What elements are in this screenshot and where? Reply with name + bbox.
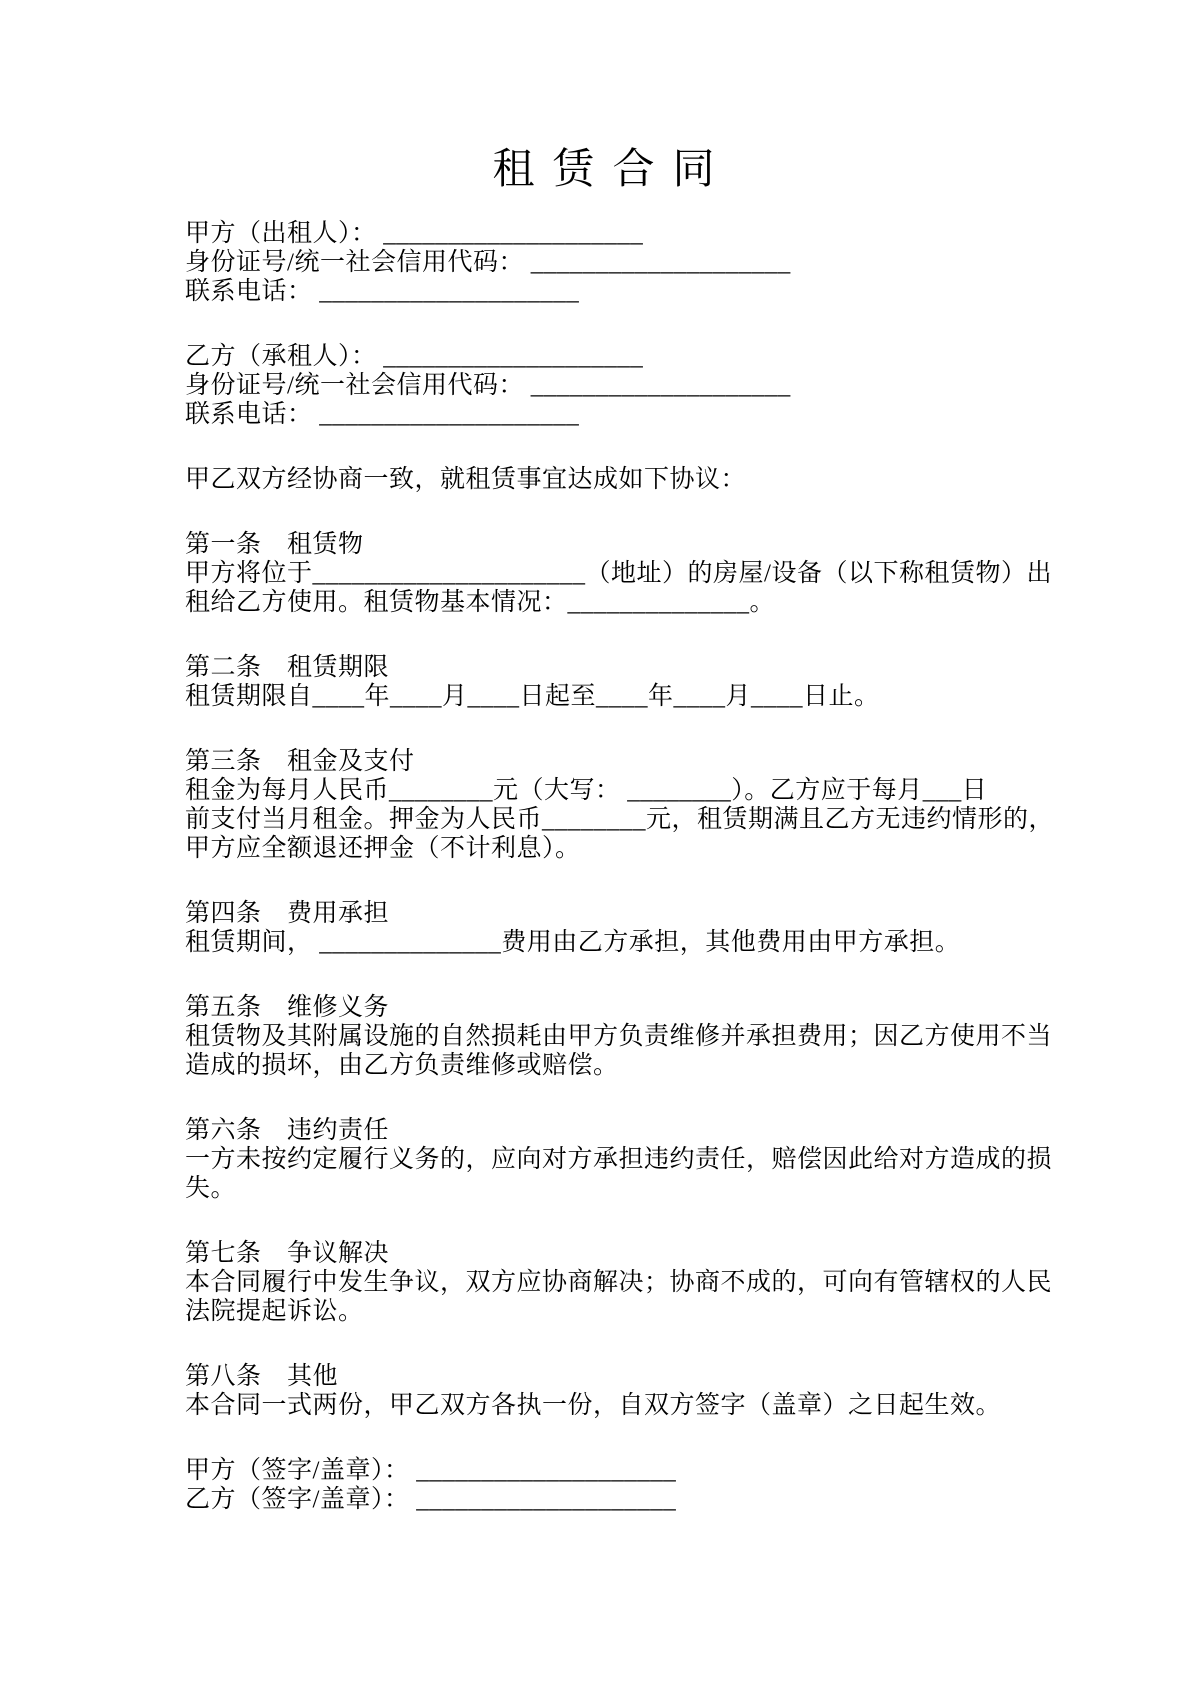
- text-line: 甲方应全额退还押金（不计利息）。: [185, 835, 581, 862]
- text-line: 第三条 租金及支付: [185, 748, 415, 775]
- text-line: 法院提起诉讼。: [185, 1298, 364, 1325]
- text-line: 前支付当月租金。押金为人民币________元，租赁期满且乙方无违约情形的，: [185, 806, 1055, 833]
- text-line: 租赁期限自____年____月____日起至____年____月____日止。: [185, 683, 880, 710]
- text-line: 甲乙双方经协商一致，就租赁事宜达成如下协议：: [185, 466, 747, 493]
- party-b-block: [185, 342, 1040, 429]
- text-line: 联系电话： ____________________: [185, 278, 580, 305]
- text-line: 第七条 争议解决: [185, 1240, 390, 1267]
- party-a-block: [185, 219, 1040, 306]
- text-line: 失。: [185, 1175, 237, 1202]
- text-line: 租给乙方使用。租赁物基本情况：______________。: [185, 589, 776, 616]
- preamble: [185, 465, 1040, 494]
- text-line: 造成的损坏，由乙方负责维修或赔偿。: [185, 1052, 619, 1079]
- text-line: 租赁物及其附属设施的自然损耗由甲方负责维修并承担费用；因乙方使用不当: [185, 1023, 1053, 1050]
- text-line: 乙方（签字/盖章）： ____________________: [185, 1486, 677, 1513]
- article-1-leased-property: [185, 530, 1052, 617]
- text-line: 甲方（出租人）： ____________________: [185, 220, 644, 247]
- text-line: 租金为每月人民币________元（大写： ________）。乙方应于每月___日: [185, 777, 988, 804]
- text-line: 甲方（签字/盖章）： ____________________: [185, 1457, 677, 1484]
- text-line: 联系电话： ____________________: [185, 401, 580, 428]
- article-4-expense-bearing: [185, 899, 1040, 957]
- article-3-rent-and-payment: [185, 747, 1055, 863]
- document-body: [185, 219, 1055, 1514]
- text-line: 第六条 违约责任: [185, 1117, 390, 1144]
- text-line: 乙方（承租人）： ____________________: [185, 343, 644, 370]
- article-5-maintenance-obligation: [185, 993, 1053, 1080]
- text-line: 甲方将位于_____________________（地址）的房屋/设备（以下称租赁物）出: [185, 560, 1052, 587]
- text-line: 身份证号/统一社会信用代码： ____________________: [185, 372, 791, 399]
- text-line: 租赁期间， ______________费用由乙方承担，其他费用由甲方承担。: [185, 929, 961, 956]
- article-2-lease-term: [185, 653, 1040, 711]
- text-line: 第二条 租赁期限: [185, 654, 390, 681]
- text-line: 本合同履行中发生争议，双方应协商解决；协商不成的，可向有管辖权的人民: [185, 1269, 1053, 1296]
- article-6-breach-liability: [185, 1116, 1053, 1203]
- article-7-dispute-resolution: [185, 1239, 1053, 1326]
- signature-block: [185, 1456, 1040, 1514]
- text-line: 第一条 租赁物: [185, 531, 364, 558]
- text-line: 第八条 其他: [185, 1363, 339, 1390]
- document-title: 租赁合同: [492, 147, 733, 193]
- text-line: 第四条 费用承担: [185, 900, 390, 927]
- text-line: 一方未按约定履行义务的，应向对方承担违约责任，赔偿因此给对方造成的损: [185, 1146, 1053, 1173]
- text-line: 本合同一式两份，甲乙双方各执一份，自双方签字（盖章）之日起生效。: [185, 1392, 1002, 1419]
- text-line: 第五条 维修义务: [185, 994, 390, 1021]
- text-line: 身份证号/统一社会信用代码： ____________________: [185, 249, 791, 276]
- article-8-miscellaneous: [185, 1362, 1040, 1420]
